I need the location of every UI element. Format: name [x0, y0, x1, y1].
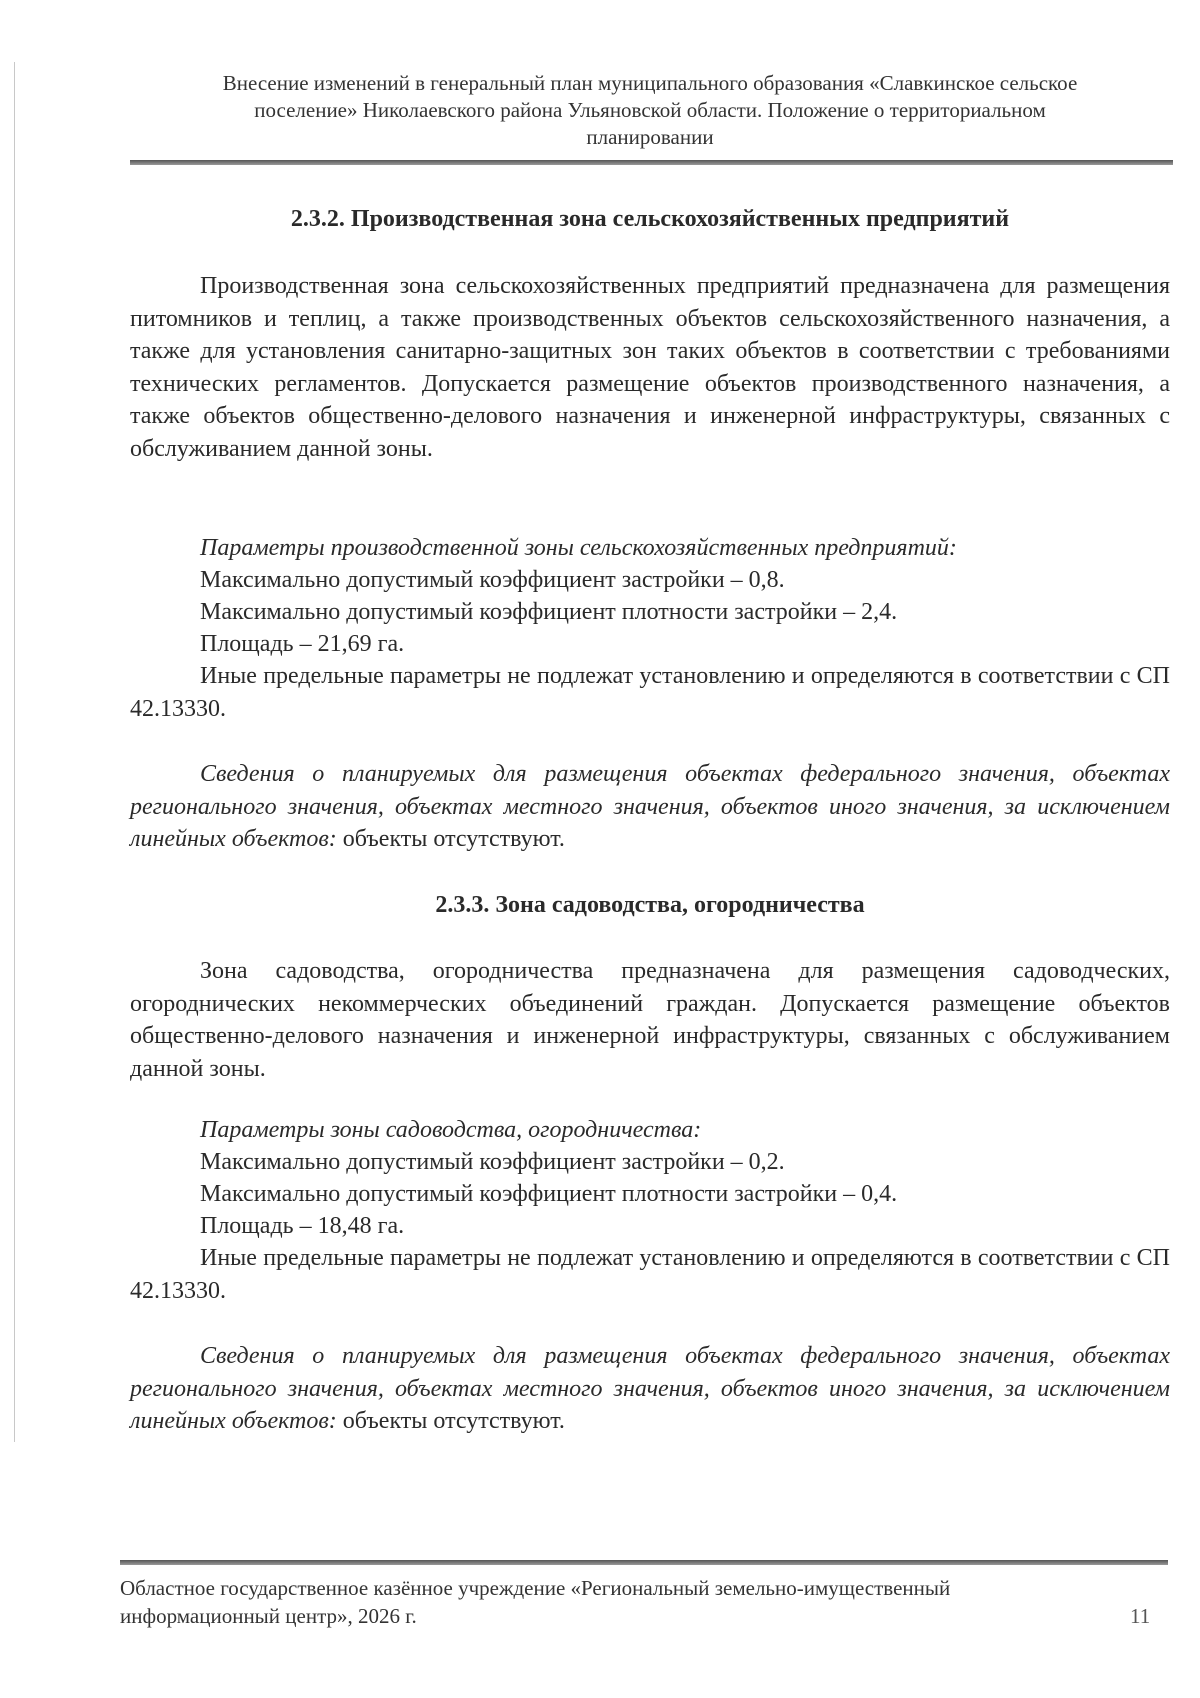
planned-objects-value: объекты отсутствуют. — [336, 1408, 565, 1434]
section-heading-2-3-2: 2.3.2. Производственная зона сельскохозяйственных предприятий — [290, 206, 1010, 232]
section-2-3-3-param-area: Площадь – 18,48 га. — [200, 1213, 405, 1239]
section-2-3-2-param-area: Площадь – 21,69 га. — [200, 631, 405, 657]
planned-objects-label: Сведения о планируемых для размещения объектах федерального значения, объектах регионального значения, объектах местного значения, объектов иного значения, за исключением линейных объектов: — [130, 761, 1170, 852]
header-divider — [130, 160, 1173, 165]
planned-objects-value: объекты отсутствуют. — [336, 826, 565, 852]
footer-line-2: информационный центр», 2026 г. — [120, 1604, 417, 1628]
scan-edge-line — [14, 62, 15, 1442]
section-2-3-3-other-params: Иные предельные параметры не подлежат установлению и определяются в соответствии с СП 42.13330. — [130, 1245, 1170, 1304]
section-2-3-3-params-title: Параметры зоны садоводства, огородничества: — [200, 1117, 702, 1143]
header-line-2: поселение» Николаевского района Ульяновской области. Положение о территориальном — [254, 98, 1046, 122]
section-2-3-3-planned-objects — [130, 1340, 1170, 1438]
page-footer — [120, 1574, 1080, 1630]
section-2-3-2-intro: Производственная зона сельскохозяйственных предприятий предназначена для размещения питомников и теплиц, а также производственных объектов сельскохозяйственного назначения, а также для установления санитарно-защитных зон таких объектов в соответствии с требованиями технических регламентов. Допускается размещение объектов производственного назначения, а также объектов общественно-делового назначения и инженерной инфраструктуры, связанных с обслуживанием данной зоны. — [130, 273, 1170, 462]
section-2-3-3-param-build-coefficient: Максимально допустимый коэффициент застройки – 0,2. — [200, 1149, 785, 1175]
header-line-3: планировании — [586, 125, 714, 149]
planned-objects-label: Сведения о планируемых для размещения объектах федерального значения, объектах регионального значения, объектах местного значения, объектов иного значения, за исключением линейных объектов: — [130, 1343, 1170, 1434]
section-2-3-2-planned-objects — [130, 758, 1170, 856]
section-2-3-2-param-density-coefficient: Максимально допустимый коэффициент плотности застройки – 2,4. — [200, 599, 898, 625]
section-2-3-2-param-build-coefficient: Максимально допустимый коэффициент застройки – 0,8. — [200, 567, 785, 593]
page-number: 11 — [1130, 1604, 1151, 1628]
header-line-1: Внесение изменений в генеральный план муниципального образования «Славкинское сельское — [222, 71, 1078, 95]
page-header — [130, 70, 1170, 151]
section-2-3-3-param-density-coefficient: Максимально допустимый коэффициент плотности застройки – 0,4. — [200, 1181, 898, 1207]
footer-divider — [120, 1560, 1168, 1565]
section-2-3-3-intro: Зона садоводства, огородничества предназначена для размещения садоводческих, огороднических некоммерческих объединений граждан. Допускается размещение объектов общественно-делового назначения и инженерной инфраструктуры, связанных с обслуживанием данной зоны. — [130, 958, 1170, 1082]
footer-line-1: Областное государственное казённое учреждение «Региональный земельно-имущественный — [120, 1576, 951, 1600]
section-heading-2-3-3: 2.3.3. Зона садоводства, огородничества — [435, 892, 865, 918]
section-2-3-2-params-title: Параметры производственной зоны сельскохозяйственных предприятий: — [200, 535, 957, 561]
section-2-3-2-other-params: Иные предельные параметры не подлежат установлению и определяются в соответствии с СП 42.13330. — [130, 663, 1170, 722]
